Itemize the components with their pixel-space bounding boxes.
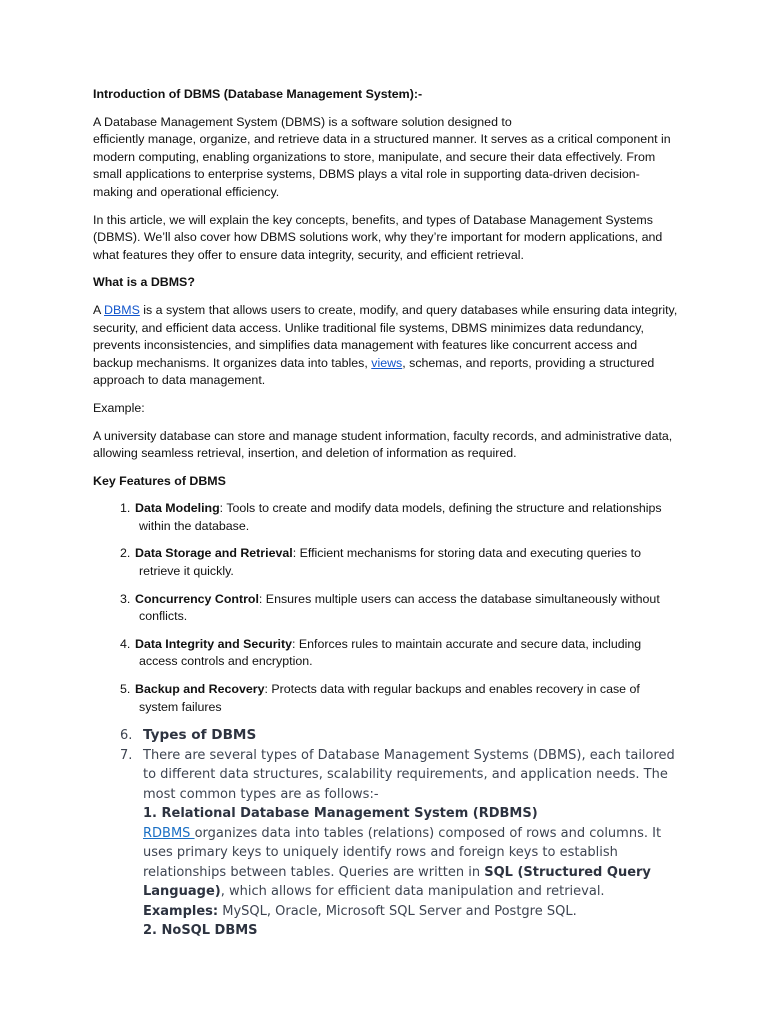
feature-description: : Protects data with regular backups and enables recovery in case of system failures bbox=[139, 682, 640, 714]
intro-paragraph-1-rest: efficiently manage, organize, and retrieve data in a structured manner. It serves as a critical component in modern computing, enabling organizations to store, manipulate, and secure their data effectively. From small applications to enterprise systems, DBMS plays a vital role in supporting data-driven decision-making and operational efficiency. bbox=[93, 132, 671, 199]
feature-number: 2. bbox=[120, 546, 131, 561]
nosql-heading-text: 2. NoSQL DBMS bbox=[143, 923, 258, 939]
types-section bbox=[93, 726, 678, 941]
what-text-a: A bbox=[93, 302, 105, 317]
types-title-row bbox=[93, 726, 678, 746]
what-text-c: , schemas, and reports, providing a structured approach to data management. bbox=[93, 355, 655, 388]
feature-item bbox=[93, 636, 678, 671]
rdbms-heading-text: 1. Relational Database Management System (RDBMS) bbox=[143, 806, 538, 822]
feature-description: : Efficient mechanisms for storing data and executing queries to retrieve it quickly. bbox=[139, 546, 641, 579]
nosql-heading bbox=[143, 921, 678, 941]
intro-paragraph-2: In this article, we will explain the key concepts, benefits, and types of Database Management Systems (DBMS). We’ll also cover how DBMS solutions work, why they’re important for modern applications, and what features they offer to ensure data integrity, security, and efficient retrieval. bbox=[93, 212, 663, 262]
example-text: A university database can store and manage student information, faculty records, and administrative data, allowing seamless retrieval, insertion, and deletion of information as required. bbox=[93, 428, 673, 461]
feature-description: : Ensures multiple users can access the database simultaneously without conflicts. bbox=[139, 591, 660, 624]
types-number: 6. bbox=[120, 728, 133, 744]
intro-paragraph-1-line1: A Database Management System (DBMS) is a software solution designed to bbox=[93, 114, 512, 129]
feature-term: Data Integrity and Security bbox=[135, 636, 292, 651]
what-heading: What is a DBMS? bbox=[93, 275, 195, 290]
sql-term: SQL (Structured Query Language) bbox=[143, 864, 651, 900]
feature-number: 3. bbox=[120, 591, 131, 606]
feature-description: : Tools to create and modify data models, defining the structure and relationships within the database. bbox=[139, 501, 662, 533]
feature-term: Backup and Recovery bbox=[135, 682, 265, 697]
feature-number: 4. bbox=[120, 636, 131, 651]
views-link[interactable]: views bbox=[371, 355, 403, 370]
features-heading: Key Features of DBMS bbox=[93, 473, 226, 488]
feature-item bbox=[93, 500, 678, 535]
feature-item bbox=[93, 545, 678, 580]
types-intro: There are several types of Database Management Systems (DBMS), each tailored to different data structures, scalability requirements, and application needs. The most common types are as follows:- bbox=[143, 747, 675, 802]
dbms-link[interactable]: DBMS bbox=[104, 302, 140, 317]
rdbms-link[interactable]: RDBMS bbox=[143, 825, 195, 841]
feature-number: 1. bbox=[120, 501, 131, 516]
rdbms-heading bbox=[143, 804, 678, 824]
intro-paragraph-1 bbox=[93, 114, 678, 202]
feature-item bbox=[93, 591, 678, 626]
examples-label: Examples: bbox=[143, 903, 219, 919]
feature-item bbox=[93, 681, 678, 716]
intro-heading: Introduction of DBMS (Database Management System):- bbox=[93, 87, 423, 101]
types-body-row bbox=[93, 746, 678, 941]
types-body-number: 7. bbox=[120, 747, 133, 763]
rdbms-text-b: , which allows for efficient data manipulation and retrieval. bbox=[220, 884, 605, 900]
features-list bbox=[93, 500, 678, 716]
types-title: Types of DBMS bbox=[143, 727, 257, 744]
document-page bbox=[93, 86, 678, 941]
feature-number: 5. bbox=[120, 682, 131, 697]
rdbms-examples bbox=[143, 902, 678, 922]
feature-term: Concurrency Control bbox=[135, 591, 259, 606]
what-text-b: is a system that allows users to create, modify, and query databases while ensuring data integrity, security, and efficient data access. Unlike traditional file systems, DBMS minimizes data redundancy, prevents inconsistencies, and simplifies data management with features like concurrent access and backup mechanisms. It organizes data into tables, bbox=[93, 302, 678, 370]
feature-description: : Enforces rules to maintain accurate and secure data, including access controls and encryption. bbox=[139, 636, 642, 669]
feature-term: Data Modeling bbox=[135, 501, 220, 516]
what-paragraph bbox=[93, 302, 678, 390]
rdbms-text-a: organizes data into tables (relations) composed of rows and columns. It uses primary keys to uniquely identify rows and foreign keys to establish relationships between tables. Queries are written in bbox=[143, 825, 662, 880]
examples-text: MySQL, Oracle, Microsoft SQL Server and Postgre SQL. bbox=[218, 903, 577, 919]
example-label: Example: bbox=[93, 400, 145, 415]
rdbms-paragraph bbox=[143, 824, 678, 902]
feature-term: Data Storage and Retrieval bbox=[135, 546, 293, 561]
